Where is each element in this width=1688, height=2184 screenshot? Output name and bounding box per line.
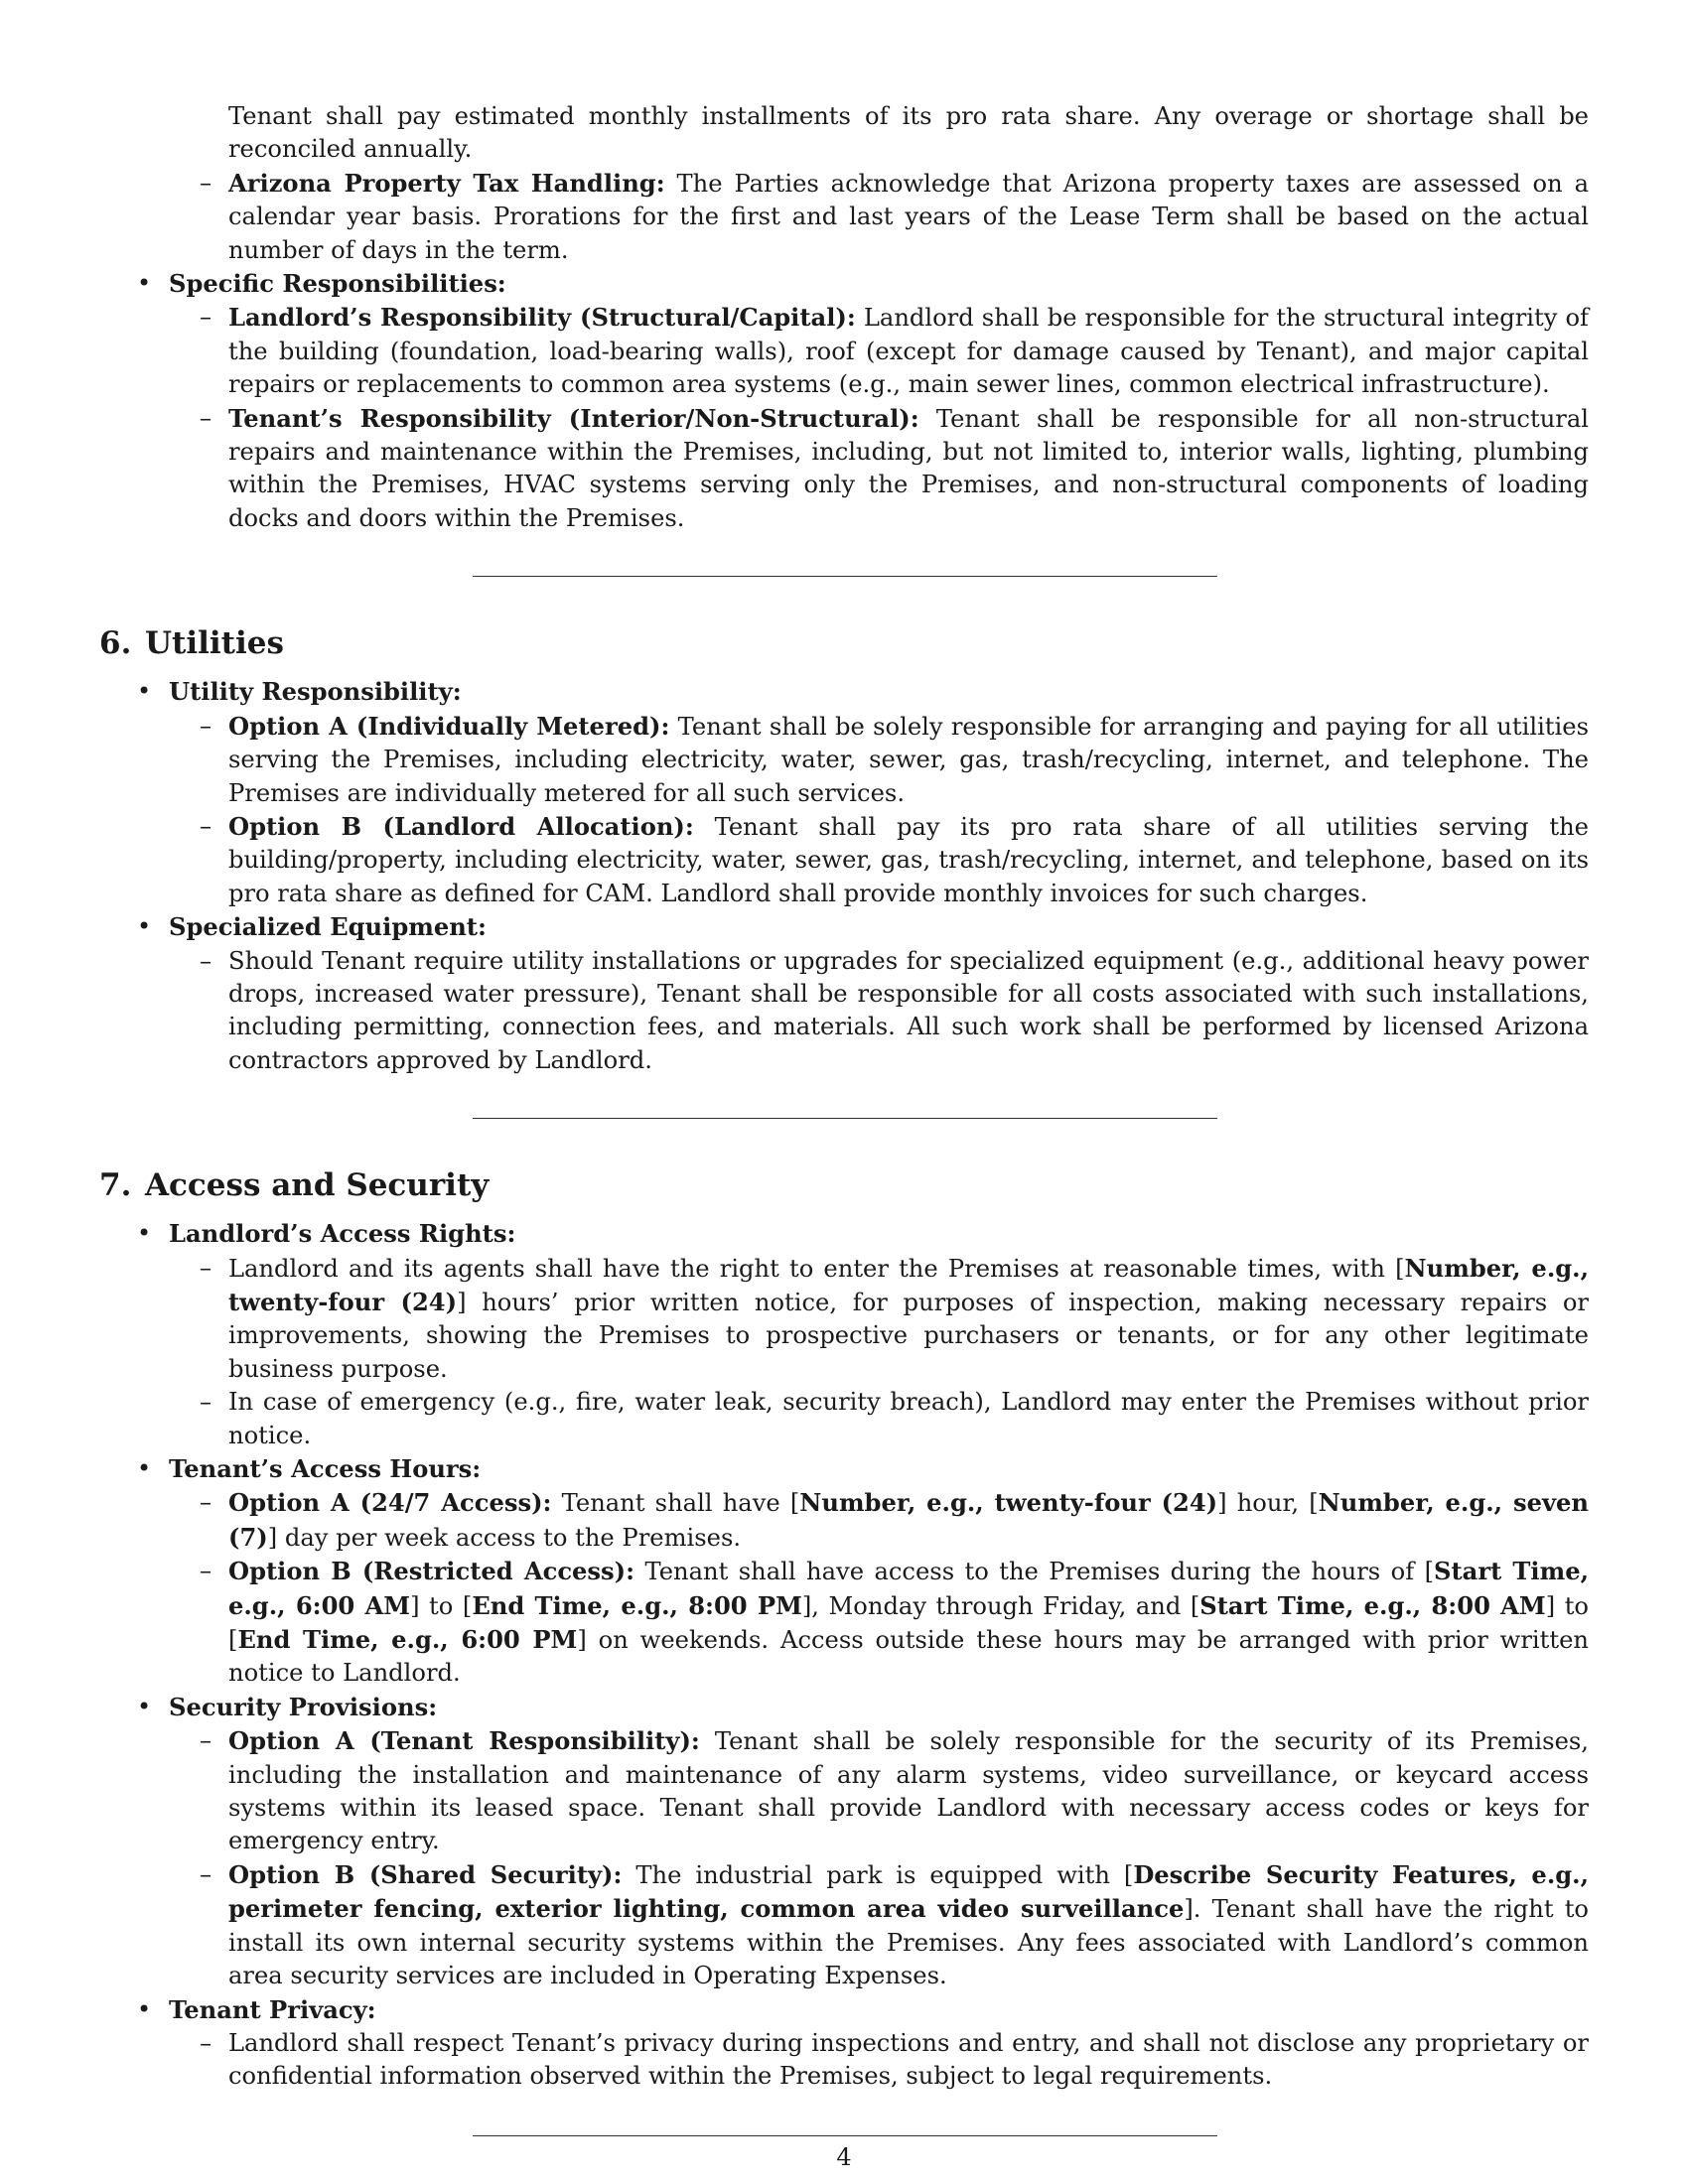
security-option-b bbox=[169, 1858, 1589, 1993]
section-6-number: 6. bbox=[99, 625, 132, 662]
security-option-a-text: Tenant shall be solely responsible for the security of its Premises, including the installation and maintenance of any alarm systems, video surveillance, or keycard access systems within its leased space. Tenant shall provide Landlord with necessary access codes or keys for emergency entry. bbox=[228, 1727, 1589, 1855]
landlord-access-item bbox=[99, 1217, 1589, 1452]
utility-option-b bbox=[169, 810, 1589, 910]
access-security-list bbox=[99, 1217, 1589, 2094]
document-page bbox=[99, 0, 1589, 2136]
section-7-number: 7. bbox=[99, 1167, 132, 1204]
text-run: The industrial park is equipped with [ bbox=[622, 1860, 1134, 1889]
access-option-b-label: Option B (Restricted Access): bbox=[228, 1557, 635, 1586]
placeholder-weekday-start: Start Time, e.g., 6:00 AM bbox=[228, 1557, 1590, 1620]
landlord-responsibility-text: Landlord shall be responsible for the structural integrity of the building (foundation, load-bearing walls), roof (except for damage caused by Tenant), and major capital repairs or replacements to common area systems (e.g., main sewer lines, common electrical infrastructure). bbox=[228, 304, 1589, 399]
placeholder-weekend-end: End Time, e.g., 6:00 PM bbox=[237, 1625, 578, 1655]
security-option-b-label: Option B (Shared Security): bbox=[228, 1859, 623, 1889]
utility-option-a-text: Tenant shall be solely responsible for arranging and paying for all utilities serving the Premises, including electricity, water, sewer, gas, trash/recycling, internet, and telephone. The Premises are individually metered for all such services. bbox=[228, 712, 1589, 807]
tenant-privacy-sublist bbox=[169, 2027, 1589, 2094]
section-7-title: Access and Security bbox=[145, 1167, 490, 1204]
landlord-access-notice bbox=[169, 1252, 1589, 1387]
landlord-responsibility-item bbox=[169, 301, 1589, 401]
text-run: ] to [ bbox=[228, 1591, 1589, 1655]
text-run: ], Monday through Friday, and [ bbox=[801, 1591, 1200, 1620]
security-option-a-label: Option A (Tenant Responsibility): bbox=[228, 1726, 700, 1756]
text-run: Tenant shall have access to the Premises during the hours of [ bbox=[634, 1558, 1435, 1586]
utility-responsibility-label: Utility Responsibility: bbox=[169, 677, 462, 707]
tax-handling-item bbox=[169, 167, 1589, 267]
specific-responsibilities-list bbox=[99, 267, 1589, 535]
landlord-access-label: Landlord’s Access Rights: bbox=[169, 1219, 516, 1249]
utility-option-b-text: Tenant shall pay its pro rata share of all utilities serving the building/property, including electricity, water, sewer, gas, trash/recycling, internet, and telephone, based on its pro rata share as defined for CAM. Landlord shall provide monthly invoices for such charges. bbox=[228, 812, 1589, 907]
specific-responsibilities-label: Specific Responsibilities: bbox=[169, 269, 506, 299]
access-option-a bbox=[169, 1486, 1589, 1555]
tax-handling-text: The Parties acknowledge that Arizona property taxes are assessed on a calendar year basis. Prorations for the first and last years of the Lease Term shall be based on the actual number of days in the term. bbox=[228, 169, 1590, 264]
utility-options-list bbox=[169, 710, 1589, 910]
tenant-privacy-label: Tenant Privacy: bbox=[169, 1994, 376, 2024]
utility-option-a bbox=[169, 710, 1589, 810]
text-run: ]. Tenant shall have the right to install its own internal security systems within the Premises. Any fees associated with Landlord’s common area security services are included in Operating Expenses. bbox=[228, 1895, 1589, 1990]
security-option-a bbox=[169, 1724, 1589, 1858]
placeholder-days: Number, e.g., seven (7) bbox=[228, 1488, 1590, 1552]
section-divider bbox=[473, 1118, 1217, 1119]
specialized-equipment-label: Specialized Equipment: bbox=[169, 912, 487, 942]
utilities-list bbox=[99, 675, 1589, 1077]
text-run: ] hours’ prior written notice, for purposes of inspection, making necessary repairs or improvements, showing the Premises to prospective purchasers or tenants, or for any other legitimate business purpose. bbox=[228, 1288, 1589, 1383]
placeholder-weekday-end: End Time, e.g., 8:00 PM bbox=[472, 1590, 802, 1620]
section-6-heading bbox=[99, 623, 1589, 663]
landlord-access-emergency: – In case of emergency (e.g., fire, water leak, security breach), Landlord may enter the Premises without prior notice. bbox=[169, 1386, 1589, 1452]
specific-responsibilities-sublist bbox=[169, 301, 1589, 535]
security-provisions-label: Security Provisions: bbox=[169, 1692, 438, 1721]
text-run: ] to [ bbox=[410, 1591, 473, 1620]
tenant-privacy-item bbox=[99, 1993, 1589, 2094]
section-divider bbox=[473, 2135, 1217, 2136]
utility-option-b-label: Option B (Landlord Allocation): bbox=[228, 811, 694, 841]
specialized-equipment-sublist bbox=[169, 945, 1589, 1078]
placeholder-weekend-start: Start Time, e.g., 8:00 AM bbox=[1199, 1590, 1546, 1620]
tenant-privacy-text: – Landlord shall respect Tenant’s privacy during inspections and entry, and shall not disclose any proprietary or confidential information observed within the Premises, subject to legal requirements. bbox=[169, 2027, 1589, 2094]
utility-option-a-label: Option A (Individually Metered): bbox=[228, 711, 670, 741]
specialized-equipment-text: – Should Tenant require utility installations or upgrades for specialized equipment (e.g., additional heavy power drops, increased water pressure), Tenant shall be responsible for all costs associated with such installations, including permitting, connection fees, and materials. All such work shall be performed by licensed Arizona contractors approved by Landlord. bbox=[169, 945, 1589, 1078]
tenant-access-hours-item bbox=[99, 1452, 1589, 1691]
specific-responsibilities-item bbox=[99, 267, 1589, 535]
landlord-responsibility-label: Landlord’s Responsibility (Structural/Capital): bbox=[228, 303, 856, 333]
section-divider bbox=[473, 576, 1217, 577]
access-option-a-label: Option A (24/7 Access): bbox=[228, 1488, 552, 1518]
page-number: 4 bbox=[836, 2143, 852, 2171]
access-option-b bbox=[169, 1555, 1589, 1691]
landlord-access-sublist bbox=[169, 1252, 1589, 1452]
continuation-paragraph: Tenant shall pay estimated monthly installments of its pro rata share. Any overage or shortage shall be reconciled annually. bbox=[228, 102, 1589, 164]
tenant-responsibility-text: Tenant shall be responsible for all non-structural repairs and maintenance within the Premises, including, but not limited to, interior walls, lighting, plumbing within the Premises, HVAC systems serving only the Premises, and non-structural components of loading docks and doors within the Premises. bbox=[228, 404, 1589, 532]
text-run: ] on weekends. Access outside these hours may be arranged with prior written notice to Landlord. bbox=[228, 1626, 1589, 1688]
section-6-title: Utilities bbox=[145, 625, 284, 662]
placeholder-security-features: Describe Security Features, e.g., perimeter fencing, exterior lighting, common area video surveillance bbox=[228, 1859, 1589, 1924]
specialized-equipment-item bbox=[99, 910, 1589, 1077]
text-run: Tenant shall have [ bbox=[551, 1489, 800, 1518]
tenant-access-hours-sublist bbox=[169, 1486, 1589, 1690]
placeholder-hours: Number, e.g., twenty-four (24) bbox=[799, 1488, 1218, 1518]
text-run: ] hour, [ bbox=[1217, 1489, 1319, 1518]
text-run: ] day per week access to the Premises. bbox=[267, 1523, 742, 1552]
tenant-responsibility-label: Tenant’s Responsibility (Interior/Non-Structural): bbox=[228, 403, 919, 433]
tax-list bbox=[169, 167, 1589, 267]
tax-handling-label: Arizona Property Tax Handling: bbox=[228, 168, 665, 198]
security-provisions-sublist bbox=[169, 1724, 1589, 1992]
tenant-access-hours-label: Tenant’s Access Hours: bbox=[169, 1454, 482, 1483]
text-run: Landlord and its agents shall have the right to enter the Premises at reasonable times, with [ bbox=[228, 1254, 1405, 1283]
tenant-responsibility-item bbox=[169, 402, 1589, 536]
placeholder-notice-hours: Number, e.g., twenty-four (24) bbox=[228, 1253, 1589, 1316]
utility-responsibility-item bbox=[99, 675, 1589, 910]
section-7-heading bbox=[99, 1165, 1589, 1205]
security-provisions-item bbox=[99, 1691, 1589, 1993]
